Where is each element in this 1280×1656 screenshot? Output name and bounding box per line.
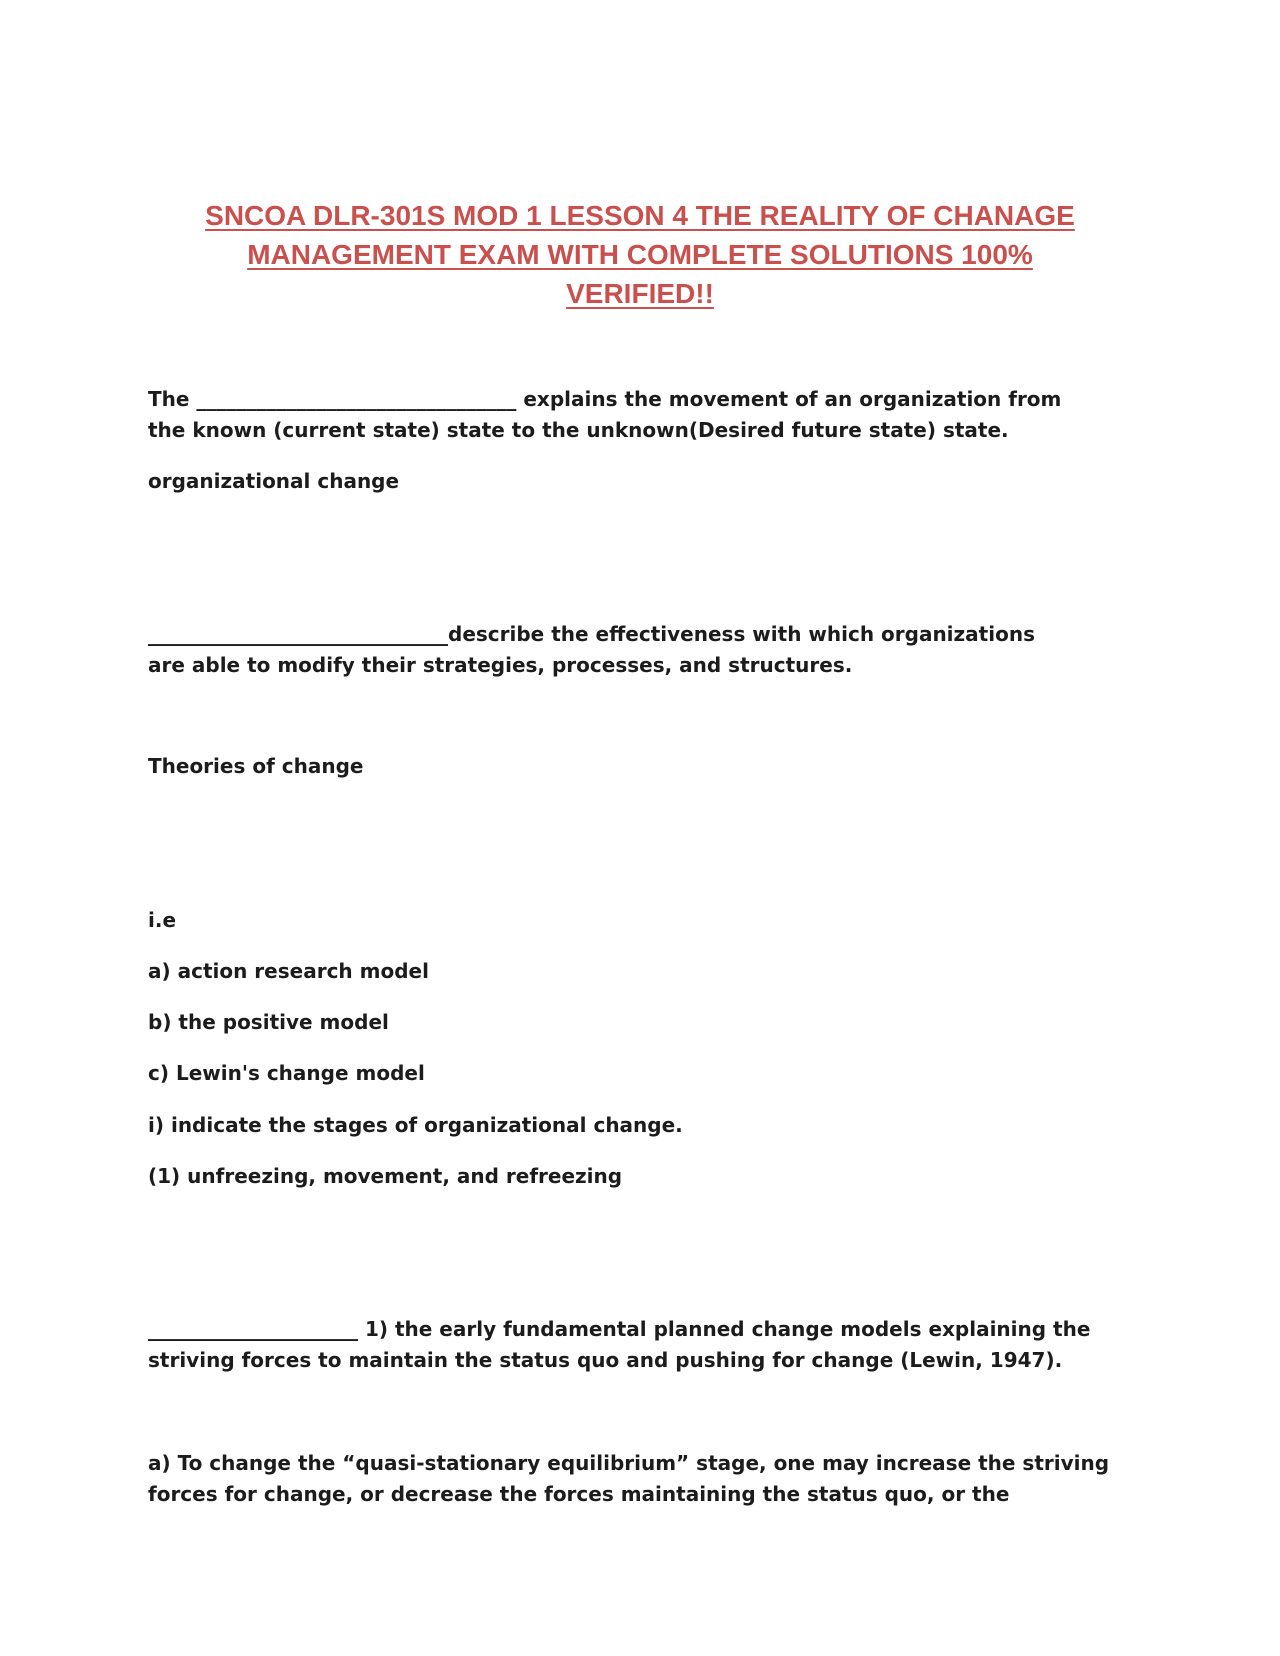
document-title xyxy=(150,196,1130,313)
list-item: a) action research model xyxy=(148,959,429,983)
list-item: c) Lewin's change model xyxy=(148,1061,425,1085)
q2-answer: Theories of change xyxy=(148,754,364,778)
list-item: (1) unfreezing, movement, and refreezing xyxy=(148,1164,623,1188)
q1-answer: organizational change xyxy=(148,469,400,493)
q1-line-2: the known (current state) state to the unknown(Desired future state) state. xyxy=(148,418,1009,442)
list-item: i) indicate the stages of organizational change. xyxy=(148,1113,683,1137)
q4-line-1: a) To change the “quasi-stationary equilibrium” stage, one may increase the striving xyxy=(148,1451,1110,1475)
q2-line-1: ______________________________describe the effectiveness with which organizations xyxy=(148,622,1035,646)
title-line-1: SNCOA DLR-301S MOD 1 LESSON 4 THE REALITY OF CHANAGE xyxy=(205,200,1075,231)
q3-line-2: striving forces to maintain the status quo and pushing for change (Lewin, 1947). xyxy=(148,1348,1063,1372)
title-line-3: VERIFIED!! xyxy=(566,278,714,309)
list-intro: i.e xyxy=(148,908,177,932)
q3-line-1: _____________________ 1) the early fundamental planned change models explaining the xyxy=(148,1317,1091,1341)
title-line-2: MANAGEMENT EXAM WITH COMPLETE SOLUTIONS 100% xyxy=(247,239,1033,270)
q2-line-2: are able to modify their strategies, processes, and structures. xyxy=(148,653,853,677)
list-item: b) the positive model xyxy=(148,1010,389,1034)
q1-line-1: The ________________________________ explains the movement of an organization from xyxy=(148,387,1062,411)
q4-line-2: forces for change, or decrease the forces maintaining the status quo, or the xyxy=(148,1482,1010,1506)
